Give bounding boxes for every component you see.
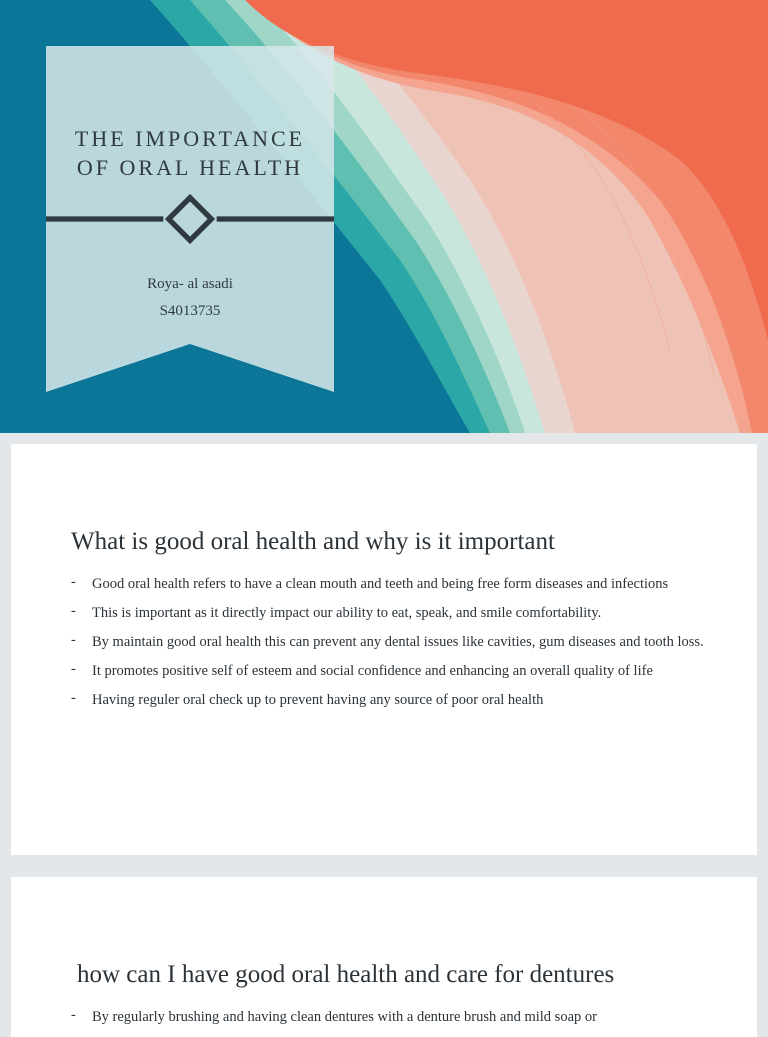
author-name: Roya- al asadi bbox=[147, 276, 233, 292]
bullet-text: By regularly brushing and having clean dentures with a denture brush and mild soap or bbox=[92, 1009, 597, 1025]
slide-2-bullet-list bbox=[71, 1007, 711, 1036]
bullet-item bbox=[71, 632, 711, 653]
bullet-marker: - bbox=[71, 632, 76, 648]
bullet-marker: - bbox=[71, 661, 76, 677]
content-slide-2 bbox=[11, 877, 757, 1037]
bullet-marker: - bbox=[71, 690, 76, 706]
bullet-marker: - bbox=[71, 574, 76, 590]
bullet-text: Good oral health refers to have a clean mouth and teeth and being free form diseases and infections bbox=[92, 576, 669, 592]
slide-1-bullet-list bbox=[71, 574, 711, 719]
bullet-item bbox=[71, 690, 711, 711]
title-banner bbox=[46, 46, 334, 392]
title-line-2: OF ORAL HEALTH bbox=[76, 155, 304, 180]
bullet-text: It promotes positive self of esteem and social confidence and enhancing an overall quality of life bbox=[92, 663, 653, 679]
bullet-item bbox=[71, 661, 711, 682]
bullet-item bbox=[71, 603, 711, 624]
slide-2-heading: how can I have good oral health and care for dentures bbox=[77, 961, 615, 988]
bullet-text: This is important as it directly impact our ability to eat, speak, and smile comfortability. bbox=[92, 605, 602, 621]
title-line-1: THE IMPORTANCE bbox=[74, 126, 306, 151]
bullet-item bbox=[71, 574, 711, 595]
bullet-text: Having reguler oral check up to prevent having any source of poor oral health bbox=[92, 692, 544, 708]
bullet-marker: - bbox=[71, 603, 76, 619]
slide-1-heading: What is good oral health and why is it important bbox=[71, 528, 555, 555]
student-id: S4013735 bbox=[159, 303, 221, 319]
bullet-item bbox=[71, 1007, 711, 1028]
title-slide bbox=[0, 0, 768, 433]
content-slide-1 bbox=[11, 444, 757, 855]
bullet-text: By maintain good oral health this can prevent any dental issues like cavities, gum diseases and tooth loss. bbox=[92, 634, 704, 650]
diamond-divider-icon bbox=[46, 46, 334, 392]
bullet-marker: - bbox=[71, 1007, 76, 1023]
